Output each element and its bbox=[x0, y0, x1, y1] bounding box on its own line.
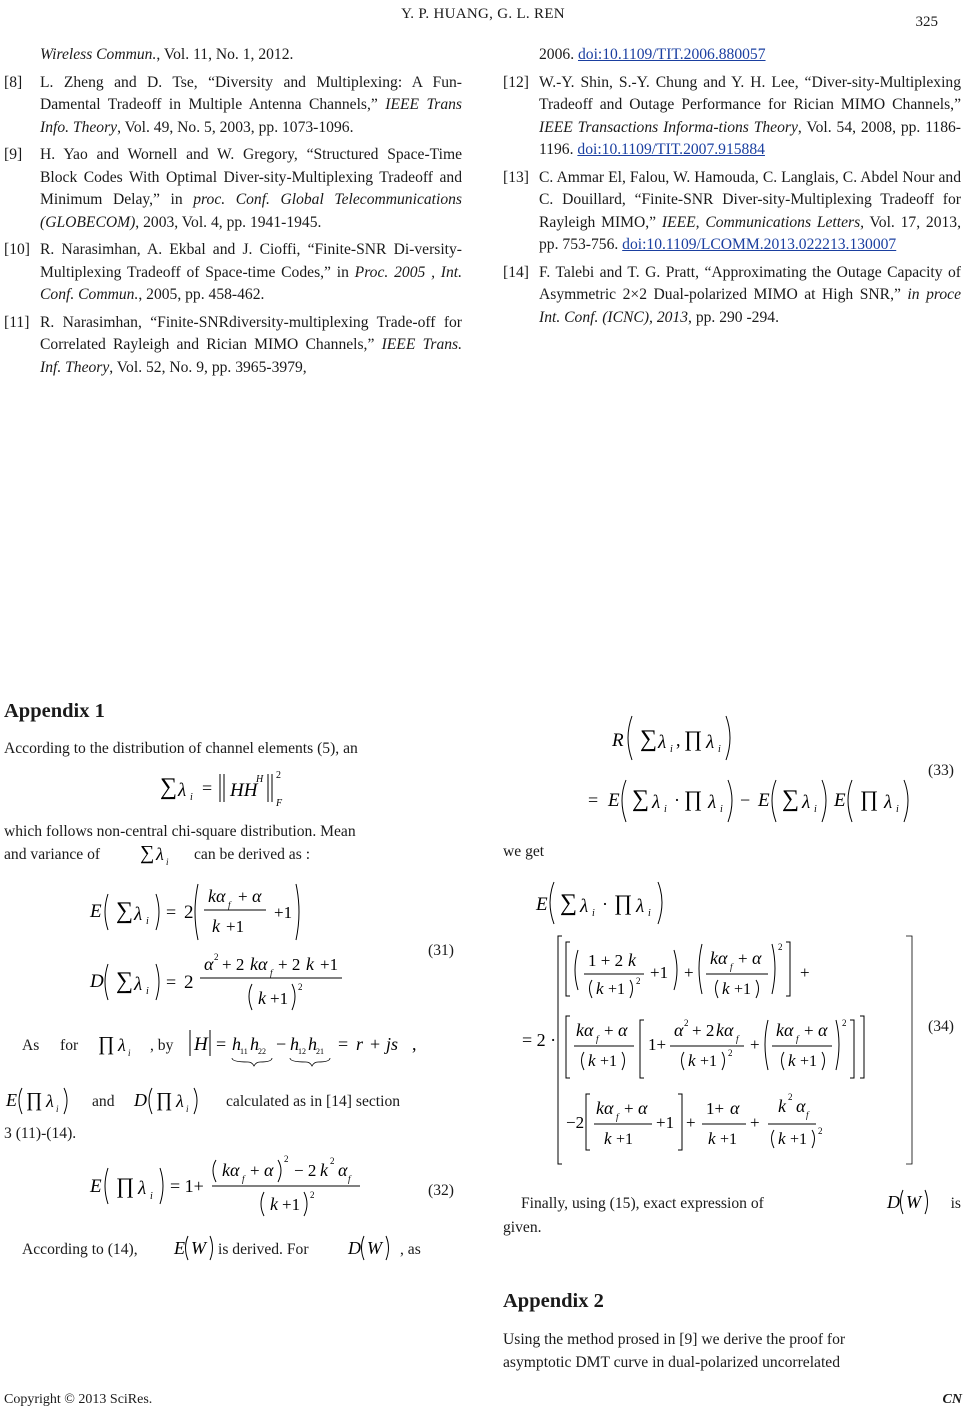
svg-text:λ: λ bbox=[706, 732, 715, 753]
svg-text:2: 2 bbox=[778, 942, 783, 952]
svg-text:∏: ∏ bbox=[614, 890, 633, 915]
derived-text: is derived. For bbox=[218, 1241, 309, 1258]
svg-text:=: = bbox=[166, 972, 177, 992]
reference-number: [10] bbox=[4, 241, 30, 258]
svg-text:λ: λ bbox=[636, 896, 645, 917]
equation-sum-lambda-norm bbox=[150, 762, 310, 812]
svg-text:k: k bbox=[212, 916, 220, 936]
svg-text:i: i bbox=[896, 804, 899, 815]
svg-text:+ 2: + 2 bbox=[222, 955, 245, 974]
svg-text:h: h bbox=[290, 1034, 299, 1054]
svg-text:+: + bbox=[604, 1021, 614, 1040]
svg-text:k: k bbox=[708, 1129, 716, 1148]
svg-text:λ: λ bbox=[134, 904, 143, 925]
svg-text:+1: +1 bbox=[800, 1053, 818, 1070]
svg-text:js: js bbox=[386, 1034, 399, 1054]
svg-text:W: W bbox=[367, 1238, 382, 1258]
svg-text:∏: ∏ bbox=[116, 1173, 135, 1198]
svg-text:kα: kα bbox=[776, 1020, 794, 1040]
svg-text:22: 22 bbox=[258, 1047, 266, 1056]
appendix-2-paragraph bbox=[503, 1328, 961, 1374]
svg-text:α: α bbox=[674, 1020, 684, 1040]
svg-text:k: k bbox=[778, 1129, 786, 1148]
appendix-1-paragraph-5 bbox=[4, 1238, 462, 1268]
svg-text:H: H bbox=[256, 774, 264, 785]
symbol-d-w-right bbox=[885, 1186, 945, 1218]
svg-text:2: 2 bbox=[788, 1092, 793, 1102]
appendix-2-line-1: Using the method prosed in [9] we derive the proof for bbox=[503, 1331, 846, 1348]
svg-text:=: = bbox=[166, 902, 177, 922]
svg-text:= 1+: = 1+ bbox=[170, 1176, 204, 1196]
svg-text:=: = bbox=[588, 790, 599, 810]
svg-text:k: k bbox=[270, 1194, 278, 1214]
reference-text: W.-Y. Shin, S.-Y. Chung and Y. H. Lee, “Diver-sity-Multiplexing Tradeoff and Outage Performance for Rician MIMO Channels,” IEEE Transactions Informa-tions Theory, Vol. 54, 2008, pp. 1186-1196. doi:10.1109/TIT.2007.915884 bbox=[539, 73, 961, 158]
svg-text:E: E bbox=[608, 790, 620, 811]
svg-text:kα: kα bbox=[208, 886, 226, 906]
left-reference-continued bbox=[4, 44, 462, 67]
symbol-d-prod-lambda bbox=[132, 1082, 208, 1118]
svg-text:+1: +1 bbox=[320, 955, 339, 974]
svg-text:E: E bbox=[758, 790, 770, 811]
calculated-text: calculated as in [14] section bbox=[226, 1093, 401, 1110]
svg-text:H: H bbox=[194, 1034, 208, 1055]
svg-text:λ: λ bbox=[156, 844, 164, 864]
svg-text:λ: λ bbox=[118, 1035, 126, 1055]
svg-text:i: i bbox=[150, 1191, 153, 1202]
left-reference-11 bbox=[4, 312, 462, 380]
svg-text:HH: HH bbox=[230, 780, 258, 801]
svg-text:+1: +1 bbox=[600, 1053, 618, 1070]
right-reference-14 bbox=[503, 262, 961, 330]
svg-text:α: α bbox=[338, 1160, 348, 1180]
svg-text:=: = bbox=[216, 1034, 227, 1054]
svg-text:+: + bbox=[750, 1035, 760, 1054]
svg-text:2: 2 bbox=[330, 1156, 335, 1166]
equation-33-number: (33) bbox=[928, 762, 954, 779]
svg-text:2: 2 bbox=[298, 982, 303, 992]
svg-text:1 + 2: 1 + 2 bbox=[588, 951, 624, 970]
reference-text: 2006. doi:10.1109/TIT.2006.880057 bbox=[539, 46, 766, 63]
reference-number: [11] bbox=[4, 313, 30, 331]
left-reference-8 bbox=[4, 72, 462, 140]
svg-text:∏: ∏ bbox=[156, 1089, 173, 1111]
svg-text:kα: kα bbox=[222, 1160, 240, 1180]
svg-text:∑: ∑ bbox=[560, 890, 578, 916]
svg-text:1+: 1+ bbox=[706, 1099, 725, 1118]
svg-text:2: 2 bbox=[818, 1126, 823, 1136]
svg-text:+1: +1 bbox=[650, 963, 669, 982]
svg-text:h: h bbox=[308, 1034, 317, 1054]
svg-text:F: F bbox=[276, 798, 283, 809]
paragraph-2-line-1: which follows non-central chi-square distribution. Mean bbox=[4, 823, 356, 840]
reference-text: R. Narasimhan, A. Ekbal and J. Cioffi, “Finite-SNR Di-versity-Multiplexing Tradeoff of Space-time Codes,” in Proc. 2005 , Int. Conf. Commun., 2005, pp. 458-462. bbox=[40, 241, 462, 303]
given-text: given. bbox=[503, 1219, 542, 1236]
svg-text:k: k bbox=[588, 1051, 596, 1070]
equation-32 bbox=[80, 1148, 400, 1222]
appendix-1-paragraph-2 bbox=[4, 820, 462, 866]
svg-text:2: 2 bbox=[214, 952, 219, 962]
svg-text:f: f bbox=[228, 900, 231, 910]
reference-number: [13] bbox=[503, 168, 529, 186]
svg-text:2: 2 bbox=[842, 1018, 847, 1028]
finally-paragraph bbox=[503, 1192, 961, 1244]
svg-text:+: + bbox=[238, 887, 248, 906]
svg-text:λ: λ bbox=[802, 792, 811, 813]
finally-text: Finally, using (15), exact expression of bbox=[521, 1195, 764, 1212]
svg-text:E: E bbox=[90, 1176, 102, 1197]
svg-text:2: 2 bbox=[684, 1018, 689, 1028]
reference-text: H. Yao and Wornell and W. Gregory, “Structured Space-Time Block Codes With Optimal Diver-sity-Multiplexing Tradeoff and Minimum Delay,” in proc. Conf. Global Telecommunications (GLOBECOM), 2003, Vol. 4, pp. 1941-1945. bbox=[40, 146, 462, 231]
svg-text:=: = bbox=[202, 778, 213, 798]
svg-text:+1: +1 bbox=[282, 1195, 301, 1214]
appendix-1-heading: Appendix 1 bbox=[4, 700, 105, 722]
svg-text:·: · bbox=[674, 790, 680, 810]
svg-text:,: , bbox=[676, 730, 681, 750]
svg-text:i: i bbox=[146, 916, 149, 927]
word-and: and bbox=[92, 1093, 115, 1110]
svg-text:∏: ∏ bbox=[684, 786, 703, 811]
svg-text:kα: kα bbox=[250, 954, 268, 974]
equation-33 bbox=[580, 708, 940, 838]
svg-text:h: h bbox=[232, 1034, 241, 1054]
svg-text:r: r bbox=[356, 1034, 364, 1054]
svg-text:i: i bbox=[146, 986, 149, 997]
svg-text:k: k bbox=[778, 1096, 786, 1116]
as-text: , as bbox=[400, 1241, 421, 1258]
svg-text:2: 2 bbox=[284, 1154, 289, 1164]
svg-text:2: 2 bbox=[276, 770, 281, 781]
equation-det-h bbox=[186, 1026, 456, 1070]
svg-text:f: f bbox=[736, 1034, 739, 1044]
appendix-2-line-2: asymptotic DMT curve in dual-polarized uncorrelated bbox=[503, 1354, 841, 1371]
page-header bbox=[0, 0, 966, 40]
word-as: As bbox=[22, 1037, 40, 1054]
svg-text:+1: +1 bbox=[656, 1113, 675, 1132]
svg-text:+1: +1 bbox=[616, 1131, 634, 1148]
word-for: for bbox=[60, 1037, 79, 1054]
svg-text:∑: ∑ bbox=[116, 898, 134, 924]
reference-text: R. Narasimhan, “Finite-SNRdiversity-multiplexing Trade-off for Correlated Rayleigh and Rician MIMO Channels,” IEEE Trans. Inf. Theory, Vol. 52, No. 9, pp. 3965-3979, bbox=[40, 313, 463, 376]
appendix-1-paragraph-1: According to the distribution of channel elements (5), an bbox=[4, 740, 358, 757]
svg-text:α: α bbox=[264, 1160, 274, 1180]
svg-text:f: f bbox=[596, 1034, 599, 1044]
svg-text:α: α bbox=[638, 1098, 648, 1118]
right-reference-12 bbox=[503, 72, 961, 162]
svg-text:kα: kα bbox=[716, 1020, 734, 1040]
svg-text:+: + bbox=[800, 963, 810, 982]
svg-text:E: E bbox=[6, 1090, 17, 1110]
svg-text:i: i bbox=[718, 744, 721, 755]
svg-text:α: α bbox=[252, 886, 262, 906]
svg-text:W: W bbox=[191, 1238, 206, 1258]
svg-text:+: + bbox=[370, 1034, 381, 1054]
appendix-1-paragraph-4 bbox=[4, 1090, 462, 1150]
svg-text:+1: +1 bbox=[226, 917, 245, 936]
svg-text:+1: +1 bbox=[734, 981, 752, 998]
symbol-sum-lambda-i bbox=[136, 837, 186, 869]
svg-text:−2: −2 bbox=[566, 1113, 585, 1132]
svg-text:∑: ∑ bbox=[116, 968, 134, 994]
svg-text:λ: λ bbox=[138, 1178, 147, 1199]
symbol-prod-lambda-i bbox=[96, 1028, 146, 1062]
svg-text:2: 2 bbox=[184, 972, 194, 993]
svg-text:−: − bbox=[276, 1034, 287, 1054]
svg-text:i: i bbox=[56, 1104, 59, 1114]
equation-34-number: (34) bbox=[928, 1018, 954, 1035]
svg-text:+1: +1 bbox=[720, 1131, 738, 1148]
svg-text:D: D bbox=[348, 1238, 361, 1258]
svg-text:i: i bbox=[166, 857, 169, 867]
svg-text:∑: ∑ bbox=[632, 786, 650, 812]
svg-text:kα: kα bbox=[576, 1020, 594, 1040]
svg-text:+: + bbox=[804, 1021, 814, 1040]
svg-text:− 2: − 2 bbox=[294, 1161, 317, 1180]
equation-32-number: (32) bbox=[428, 1182, 454, 1199]
svg-text:f: f bbox=[270, 968, 273, 978]
svg-text:i: i bbox=[814, 804, 817, 815]
reference-number: [9] bbox=[4, 146, 23, 163]
svg-text:λ: λ bbox=[658, 732, 667, 753]
svg-text:21: 21 bbox=[316, 1047, 324, 1056]
svg-text:+1: +1 bbox=[790, 1131, 808, 1148]
svg-text:∑: ∑ bbox=[782, 786, 800, 812]
svg-text:λ: λ bbox=[134, 974, 143, 995]
svg-text:λ: λ bbox=[46, 1091, 54, 1111]
svg-text:α: α bbox=[204, 954, 214, 974]
svg-text:D: D bbox=[887, 1192, 900, 1212]
section-reference: 3 (11)-(14). bbox=[4, 1125, 77, 1142]
reference-text: C. Ammar El, Falou, W. Hamouda, C. Langlais, C. Abdel Nour and C. Douillard, “Finite-SNR Diver-sity-Multiplexing Tradeoff for Rayleigh MIMO,” IEEE, Communications Letters, Vol. 17, 2013, pp. 753-756. doi:10.1109/LCOMM.2013.022213.130007 bbox=[539, 168, 961, 253]
reference-number: [12] bbox=[503, 73, 529, 91]
svg-text:E: E bbox=[536, 894, 548, 915]
reference-text: F. Talebi and T. G. Pratt, “Approximating the Outage Capacity of Asymmetric 2×2 Dual-polarized MIMO at High SNR,” in proce Int. Conf. (ICNC), 2013, pp. 290 -294. bbox=[539, 263, 961, 326]
svg-text:12: 12 bbox=[298, 1047, 306, 1056]
svg-text:2: 2 bbox=[184, 902, 194, 923]
copyright: Copyright © 2013 SciRes. bbox=[4, 1392, 153, 1407]
svg-text:∏: ∏ bbox=[684, 726, 703, 751]
appendix-1-paragraph-3 bbox=[4, 1034, 462, 1064]
svg-text:f: f bbox=[730, 962, 733, 972]
references-right-column bbox=[503, 44, 961, 334]
svg-text:+1: +1 bbox=[700, 1053, 718, 1070]
svg-text:i: i bbox=[670, 744, 673, 755]
reference-text: L. Zheng and D. Tse, “Diversity and Multiplexing: A Fun-Damental Tradeoff in Multiple Antenna Channels,” IEEE Trans Info. Theory, Vol. 49, No. 5, 2003, pp. 1073-1096. bbox=[40, 73, 462, 136]
svg-text:∑: ∑ bbox=[640, 726, 658, 752]
equation-34 bbox=[510, 874, 930, 1174]
symbol-d-w bbox=[346, 1232, 406, 1264]
reference-text: Wireless Commun., Vol. 11, No. 1, 2012. bbox=[40, 46, 294, 63]
right-reference-continued bbox=[503, 44, 961, 67]
svg-text:+ 2: + 2 bbox=[692, 1021, 715, 1040]
svg-text:λ: λ bbox=[652, 792, 661, 813]
left-reference-9 bbox=[4, 144, 462, 234]
svg-text:i: i bbox=[664, 804, 667, 815]
svg-text:∑: ∑ bbox=[140, 842, 155, 864]
svg-text:+: + bbox=[624, 1099, 634, 1118]
svg-text:kα: kα bbox=[596, 1098, 614, 1118]
svg-text:∏: ∏ bbox=[860, 786, 879, 811]
svg-text:+: + bbox=[250, 1161, 260, 1180]
svg-text:λ: λ bbox=[176, 1091, 184, 1111]
svg-text:λ: λ bbox=[178, 780, 187, 801]
svg-text:−: − bbox=[740, 790, 751, 810]
journal-abbrev: CN bbox=[942, 1392, 962, 1407]
svg-text:∏: ∏ bbox=[26, 1089, 43, 1111]
svg-text:+: + bbox=[738, 949, 748, 968]
svg-text:+: + bbox=[750, 1113, 760, 1132]
svg-text:·: · bbox=[602, 894, 608, 914]
svg-text:=: = bbox=[338, 1034, 349, 1054]
references-left-column bbox=[4, 44, 462, 384]
svg-text:D: D bbox=[90, 971, 104, 992]
svg-text:f: f bbox=[242, 1174, 245, 1184]
equation-31 bbox=[80, 872, 400, 1022]
svg-text:D: D bbox=[134, 1090, 147, 1110]
svg-text:2: 2 bbox=[636, 976, 641, 986]
svg-text:k: k bbox=[628, 950, 636, 970]
svg-text:1+: 1+ bbox=[648, 1035, 667, 1054]
svg-text:λ: λ bbox=[580, 896, 589, 917]
svg-text:+1: +1 bbox=[274, 903, 293, 922]
svg-text:k: k bbox=[596, 979, 604, 998]
svg-text:k: k bbox=[604, 1129, 612, 1148]
svg-text:f: f bbox=[796, 1034, 799, 1044]
svg-text:11: 11 bbox=[240, 1047, 248, 1056]
symbol-e-prod-lambda bbox=[4, 1082, 74, 1118]
svg-text:k: k bbox=[320, 1160, 328, 1180]
svg-text:i: i bbox=[648, 908, 651, 919]
svg-text:f: f bbox=[616, 1112, 619, 1122]
svg-text:+: + bbox=[684, 963, 694, 982]
svg-text:E: E bbox=[90, 901, 102, 922]
svg-text:k: k bbox=[258, 988, 266, 1008]
svg-text:= 2 ·: = 2 · bbox=[522, 1030, 557, 1050]
svg-text:+: + bbox=[686, 1113, 696, 1132]
svg-text:E: E bbox=[174, 1238, 185, 1258]
svg-text:2: 2 bbox=[728, 1048, 733, 1058]
svg-text:f: f bbox=[348, 1174, 351, 1184]
svg-text:k: k bbox=[306, 954, 314, 974]
svg-text:i: i bbox=[190, 792, 193, 803]
svg-text:λ: λ bbox=[708, 792, 717, 813]
svg-text:λ: λ bbox=[884, 792, 893, 813]
svg-text:α: α bbox=[752, 948, 762, 968]
svg-text:i: i bbox=[720, 804, 723, 815]
svg-text:α: α bbox=[730, 1098, 740, 1118]
svg-text:∏: ∏ bbox=[98, 1033, 115, 1055]
svg-text:α: α bbox=[618, 1020, 628, 1040]
svg-text:k: k bbox=[788, 1051, 796, 1070]
svg-text:+1: +1 bbox=[270, 989, 289, 1008]
paragraph-2-suffix: can be derived as : bbox=[194, 846, 311, 863]
right-reference-13 bbox=[503, 167, 961, 257]
svg-text:∑: ∑ bbox=[160, 774, 178, 800]
svg-text:k: k bbox=[722, 979, 730, 998]
svg-text:i: i bbox=[128, 1048, 131, 1058]
reference-number: [8] bbox=[4, 73, 23, 91]
svg-text:+ 2: + 2 bbox=[278, 955, 301, 974]
svg-text:kα: kα bbox=[710, 948, 728, 968]
page-footer bbox=[0, 1386, 966, 1410]
is-text: is bbox=[950, 1195, 961, 1212]
svg-text:i: i bbox=[186, 1104, 189, 1114]
according-text: According to (14), bbox=[22, 1241, 138, 1258]
left-reference-10 bbox=[4, 239, 462, 307]
word-by: , by bbox=[150, 1037, 174, 1054]
svg-text:α: α bbox=[818, 1020, 828, 1040]
running-head: Y. P. HUANG, G. L. REN bbox=[401, 6, 565, 22]
svg-text:f: f bbox=[806, 1110, 809, 1120]
svg-text:+1: +1 bbox=[608, 981, 626, 998]
svg-text:R: R bbox=[612, 730, 624, 751]
svg-text:i: i bbox=[592, 908, 595, 919]
svg-text:,: , bbox=[412, 1034, 417, 1054]
svg-text:α: α bbox=[796, 1096, 806, 1116]
paragraph-2-prefix: and variance of bbox=[4, 846, 101, 863]
svg-text:W: W bbox=[906, 1192, 921, 1212]
page-number: 325 bbox=[915, 14, 938, 30]
svg-text:E: E bbox=[834, 790, 846, 811]
we-get-text: we get bbox=[503, 843, 545, 860]
svg-text:2: 2 bbox=[310, 1190, 315, 1200]
equation-31-number: (31) bbox=[428, 942, 454, 959]
paragraph-2-line-2 bbox=[4, 843, 462, 866]
svg-text:k: k bbox=[688, 1051, 696, 1070]
reference-number: [14] bbox=[503, 263, 529, 281]
svg-text:h: h bbox=[250, 1034, 259, 1054]
appendix-2-heading: Appendix 2 bbox=[503, 1290, 604, 1312]
